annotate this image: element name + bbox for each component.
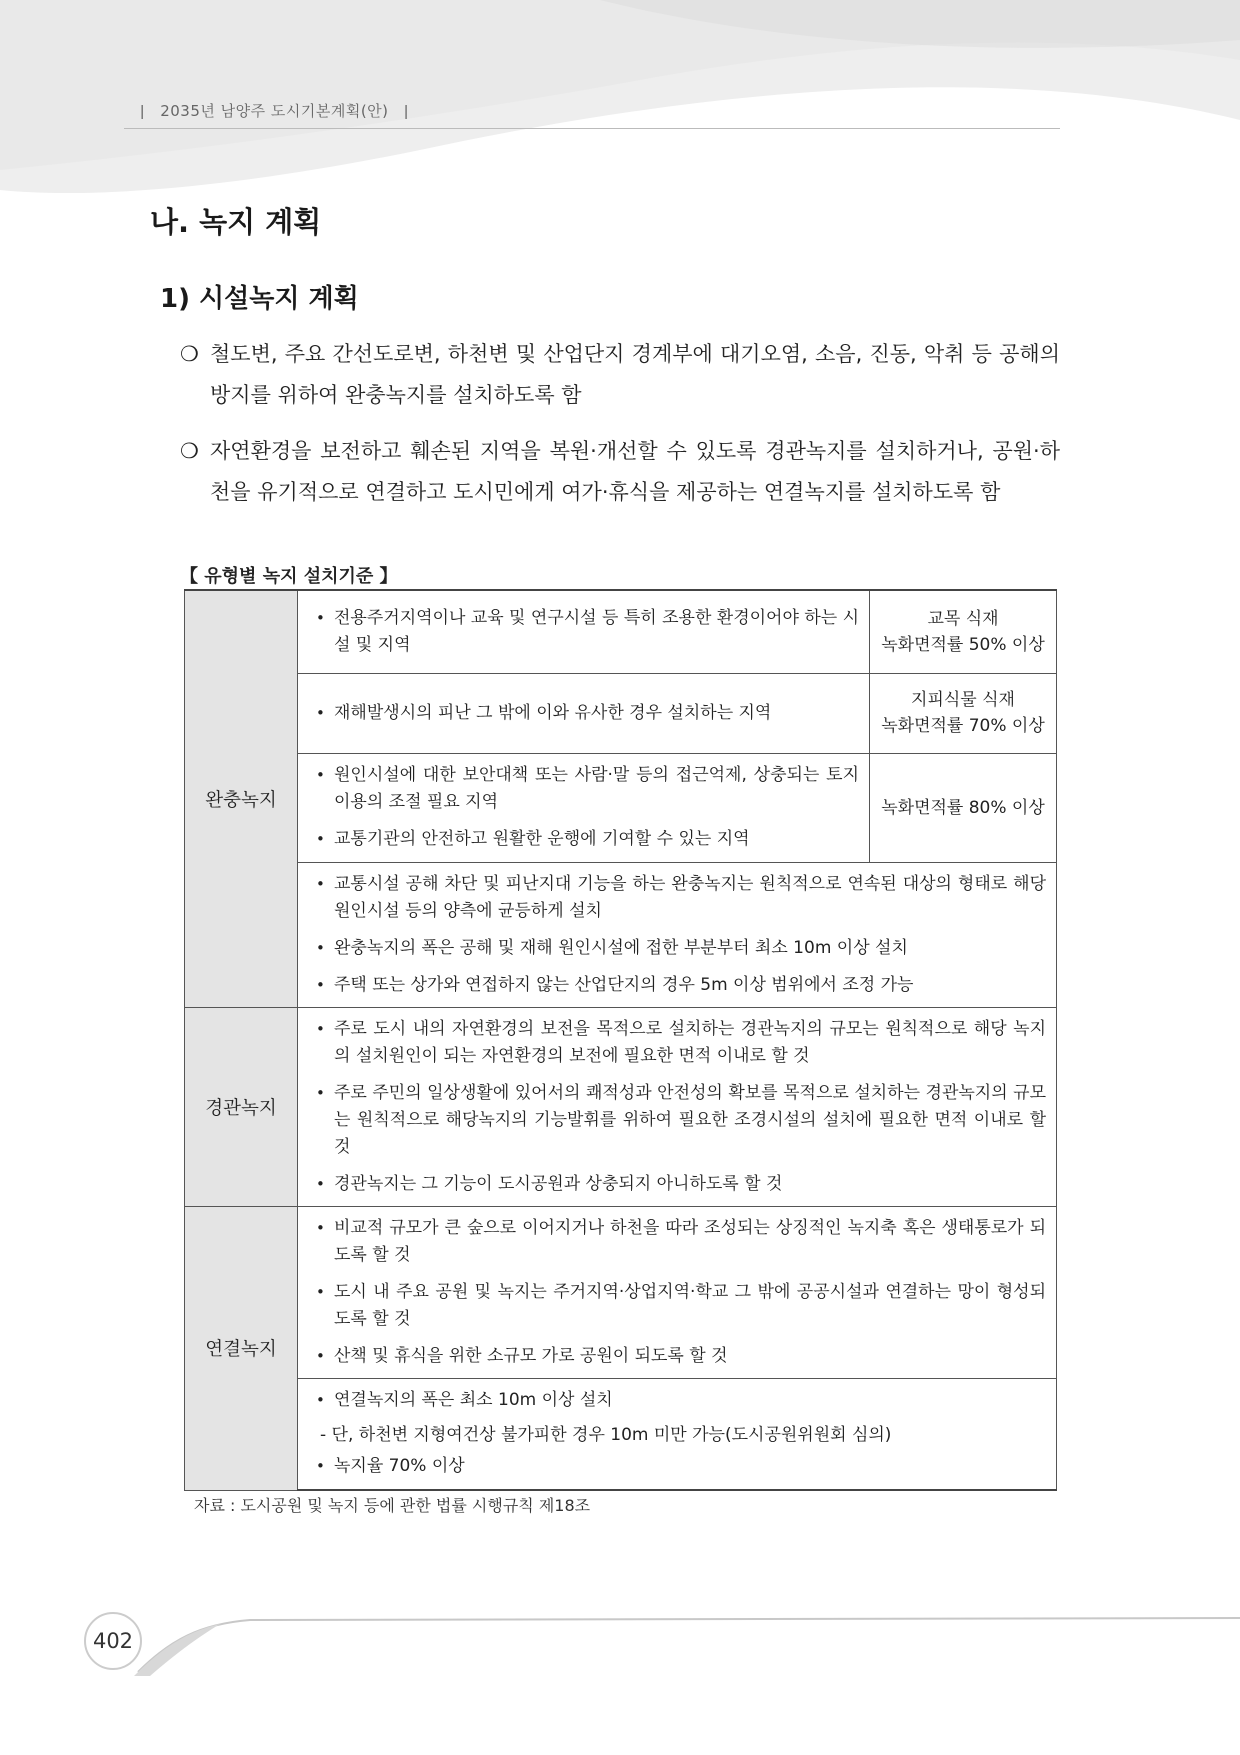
bullet-dot-icon: •	[316, 608, 325, 627]
table-cell	[298, 1007, 1057, 1206]
table-cell	[298, 862, 1057, 1007]
running-header-title: 2035년 남양주 도시기본계획(안)	[160, 102, 389, 120]
bullet-dot-icon: •	[316, 1457, 325, 1476]
table-row	[185, 1007, 1057, 1206]
list-item: • 경관녹지는 그 기능이 도시공원과 상충되지 아니하도록 할 것	[314, 1171, 1046, 1198]
table-row	[185, 1206, 1057, 1378]
bullet-dot-icon: •	[316, 975, 325, 994]
header-rule	[124, 128, 1060, 129]
category-landscape-green: 경관녹지	[185, 1007, 298, 1206]
bullet-dot-icon: •	[316, 703, 325, 722]
standard-cell: 지피식물 식재 녹화면적률 70% 이상	[870, 673, 1057, 753]
table-cell	[298, 1206, 1057, 1378]
table-row	[185, 753, 1057, 862]
bullet-dot-icon: •	[316, 1019, 325, 1038]
circle-bullet-icon: ❍	[180, 342, 199, 366]
list-item: • 완충녹지의 폭은 공해 및 재해 원인시설에 접한 부분부터 최소 10m 이상 설치	[314, 935, 1046, 962]
list-item: • 원인시설에 대한 보안대책 또는 사람·말 등의 접근억제, 상충되는 토지이용의 조절 필요 지역	[314, 762, 859, 816]
table-row	[185, 590, 1057, 673]
table-caption: 【 유형별 녹지 설치기준 】	[180, 566, 398, 587]
page-number: 402	[84, 1612, 142, 1670]
header-bar-left: ǀ	[140, 102, 145, 120]
list-item: • 교통시설 공해 차단 및 피난지대 기능을 하는 완충녹지는 원칙적으로 연속된 대상의 형태로 해당 원인시설 등의 양측에 균등하게 설치	[314, 871, 1046, 925]
bullet-dot-icon: •	[316, 874, 325, 893]
list-item: • 주로 도시 내의 자연환경의 보전을 목적으로 설치하는 경관녹지의 규모는 원칙적으로 해당 녹지의 설치원인이 되는 자연환경의 보전에 필요한 면적 이내로 할 것	[314, 1016, 1046, 1070]
sub-note: - 단, 하천변 지형여건상 불가피한 경우 10m 미만 가능(도시공원위원회 심의)	[320, 1425, 892, 1446]
paragraph-text: 철도변, 주요 간선도로변, 하천변 및 산업단지 경계부에 대기오염, 소음, 진동, 악취 등 공해의 방지를 위하여 완충녹지를 설치하도록 함	[210, 342, 1060, 407]
bullet-dot-icon: •	[316, 766, 325, 784]
bullet-dot-icon: •	[316, 1218, 325, 1237]
list-item: • 전용주거지역이나 교육 및 연구시설 등 특히 조용한 환경이어야 하는 시설 및 지역	[314, 605, 859, 659]
bullet-dot-icon: •	[316, 938, 325, 957]
table-cell	[298, 673, 870, 753]
circle-bullet-icon: ❍	[180, 439, 199, 463]
table-row	[185, 673, 1057, 753]
standard-cell: 녹화면적률 80% 이상	[870, 753, 1057, 862]
bullet-dot-icon: •	[316, 1282, 325, 1301]
list-item: • 주로 주민의 일상생활에 있어서의 쾌적성과 안전성의 확보를 목적으로 설치하는 경관녹지의 규모는 원칙적으로 해당녹지의 기능발휘를 위하여 필요한 조경시설의 설치에 필요한 면적 이내로 할 것	[314, 1080, 1046, 1161]
footer-swoosh	[130, 1610, 1240, 1680]
paragraph-buffer-green	[180, 334, 1060, 416]
table-cell	[298, 1378, 1057, 1490]
list-item: • 녹지율 70% 이상	[314, 1453, 1046, 1480]
list-item: • 연결녹지의 폭은 최소 10m 이상 설치	[314, 1387, 1046, 1414]
list-item: • 도시 내 주요 공원 및 녹지는 주거지역·상업지역·학교 그 밖에 공공시설과 연결하는 망이 형성되도록 할 것	[314, 1279, 1046, 1333]
subsection-title: 1) 시설녹지 계획	[160, 284, 359, 314]
bullet-dot-icon: •	[316, 1174, 325, 1193]
category-buffer-green: 완충녹지	[185, 590, 298, 1007]
standard-cell: 교목 식재 녹화면적률 50% 이상	[870, 590, 1057, 673]
list-item: • 재해발생시의 피난 그 밖에 이와 유사한 경우 설치하는 지역	[314, 700, 859, 727]
paragraph-landscape-green	[180, 431, 1060, 513]
bullet-dot-icon: •	[316, 1391, 325, 1410]
table-row	[185, 862, 1057, 1007]
list-item: • 산책 및 휴식을 위한 소규모 가로 공원이 되도록 할 것	[314, 1343, 1046, 1370]
header-bar-right: ǀ	[403, 102, 409, 120]
category-connecting-green: 연결녹지	[185, 1206, 298, 1490]
header-background-swoosh	[0, 0, 1240, 300]
green-standards-table	[184, 589, 1057, 1491]
bullet-dot-icon: •	[316, 830, 325, 848]
running-header	[130, 100, 419, 121]
table-cell	[298, 590, 870, 673]
list-item: • 교통기관의 안전하고 원활한 운행에 기여할 수 있는 지역	[314, 826, 859, 853]
table-cell	[298, 753, 870, 862]
section-title: 나. 녹지 계획	[150, 205, 322, 239]
bullet-dot-icon: •	[316, 1083, 325, 1102]
list-item: • 주택 또는 상가와 연접하지 않는 산업단지의 경우 5m 이상 범위에서 조정 가능	[314, 972, 1046, 999]
source-note: 자료 : 도시공원 및 녹지 등에 관한 법률 시행규칙 제18조	[194, 1496, 591, 1515]
list-item: • 비교적 규모가 큰 숲으로 이어지거나 하천을 따라 조성되는 상징적인 녹지축 혹은 생태통로가 되도록 할 것	[314, 1215, 1046, 1269]
bullet-dot-icon: •	[316, 1346, 325, 1365]
table-row	[185, 1378, 1057, 1490]
paragraph-text: 자연환경을 보전하고 훼손된 지역을 복원·개선할 수 있도록 경관녹지를 설치하거나, 공원·하천을 유기적으로 연결하고 도시민에게 여가·휴식을 제공하는 연결녹지를 설치하도록 함	[210, 439, 1060, 504]
